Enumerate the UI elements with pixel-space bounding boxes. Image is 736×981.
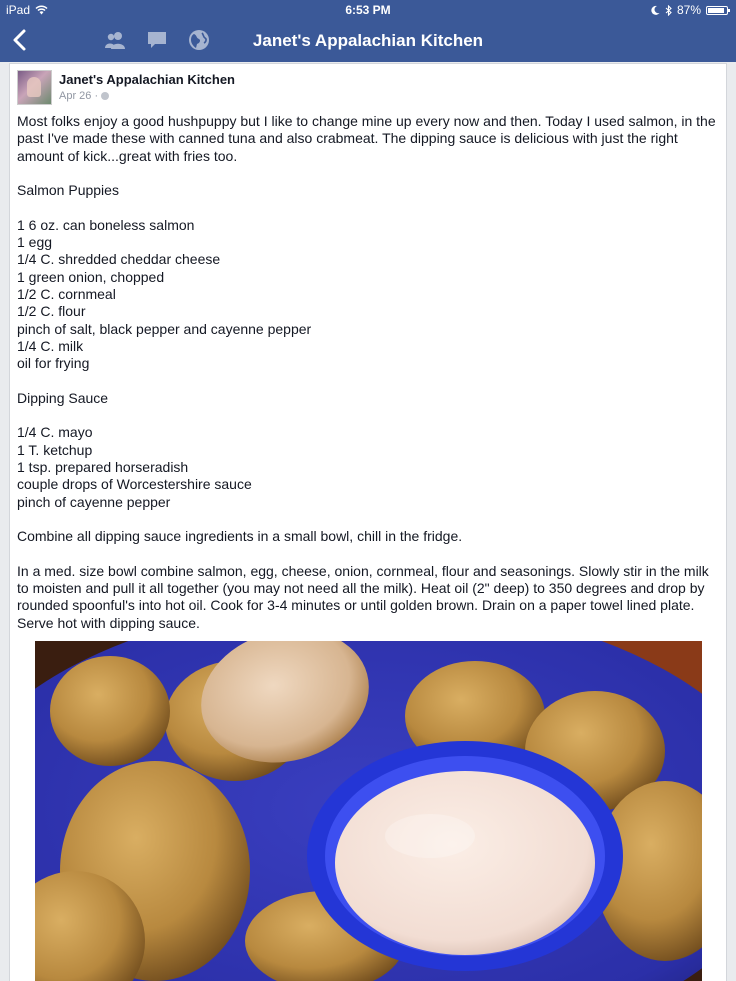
battery-percent: 87% — [676, 3, 701, 17]
ingredient-item: 1 6 oz. can boneless salmon — [17, 216, 195, 233]
sauce-ingredient-item: couple drops of Worcestershire sauce — [17, 476, 252, 493]
bluetooth-icon — [665, 5, 672, 16]
nav-bar — [0, 20, 736, 62]
instruction-sauce: Combine all dipping sauce ingredients in a small bowl, chill in the fridge. — [17, 528, 463, 545]
ingredient-list — [17, 217, 721, 373]
ingredient-item: 1/4 C. milk — [17, 337, 84, 354]
sauce-ingredient-item: 1 T. ketchup — [17, 441, 93, 458]
status-bar — [0, 0, 736, 20]
sauce-ingredient-item: 1 tsp. prepared horseradish — [17, 458, 189, 475]
recipe-title: Salmon Puppies — [17, 182, 119, 199]
battery-icon — [706, 6, 728, 15]
sauce-ingredient-item: pinch of cayenne pepper — [17, 493, 171, 510]
salmon-puppies-photo — [35, 641, 702, 981]
ingredient-item: 1/4 C. shredded cheddar cheese — [17, 251, 221, 268]
post-date[interactable] — [59, 90, 235, 102]
post-intro: Most folks enjoy a good hushpuppy but I like to change mine up every now and then. Today I used salmon, in the past I've made these with canned tuna and also crabmeat. The dipping sauce is delicious with just the right amount of kick...great with fries too. — [17, 113, 716, 164]
post-card — [9, 63, 727, 981]
ingredient-item: 1 green onion, chopped — [17, 268, 165, 285]
post-header — [17, 70, 235, 105]
ingredient-item: oil for frying — [17, 355, 90, 372]
post-body — [17, 113, 721, 632]
sauce-ingredient-item: 1/4 C. mayo — [17, 424, 93, 441]
sauce-title: Dipping Sauce — [17, 389, 109, 406]
ingredient-item: 1 egg — [17, 234, 53, 251]
device-label: iPad — [6, 3, 31, 17]
battery-fill — [708, 8, 724, 13]
status-time: 6:53 PM — [345, 3, 391, 17]
post-author[interactable]: Janet's Appalachian Kitchen — [59, 72, 235, 87]
ingredient-item: pinch of salt, black pepper and cayenne pepper — [17, 320, 312, 337]
moon-icon — [651, 5, 660, 15]
post-photo[interactable] — [35, 641, 702, 981]
instruction-fritters: In a med. size bowl combine salmon, egg, cheese, onion, cornmeal, flour and seasonings. Slowly stir in the milk to moisten and pull it all together (you may not need all the milk). Heat oil (2" deep) to 350 degrees and drop by rounded spoonful's into hot oil. Cook for 3-4 minutes or until golden brown. Drain on a paper towel lined plate. Serve hot with dipping sauce. — [17, 562, 709, 631]
ingredient-item: 1/2 C. cornmeal — [17, 285, 116, 302]
avatar[interactable] — [17, 70, 52, 105]
post-date-text: Apr 26 · — [59, 90, 99, 102]
ingredient-item: 1/2 C. flour — [17, 303, 86, 320]
sauce-ingredient-list — [17, 424, 721, 510]
public-globe-icon — [101, 92, 109, 100]
page-title: Janet's Appalachian Kitchen — [252, 31, 484, 50]
